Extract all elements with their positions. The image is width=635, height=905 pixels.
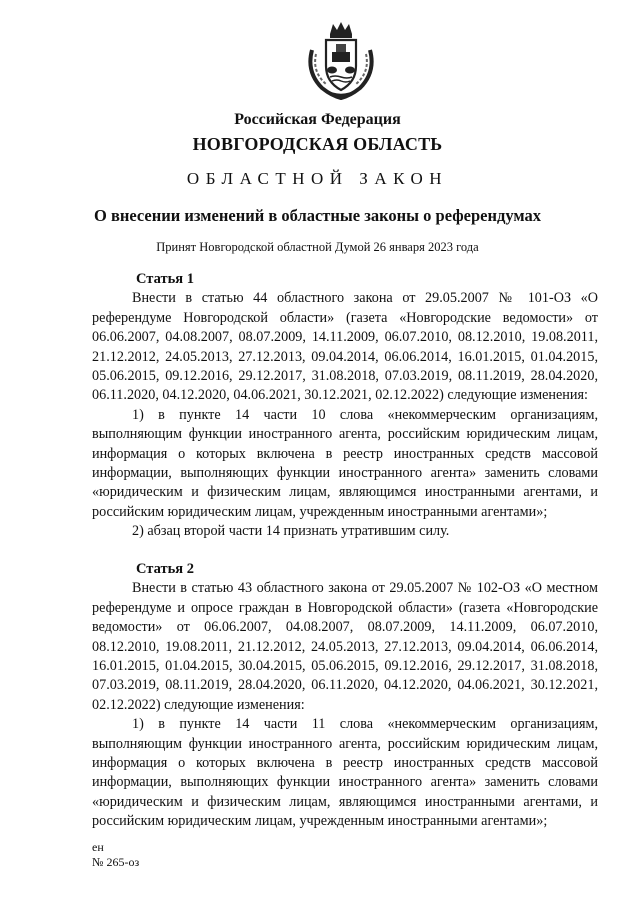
footer-info — [92, 840, 139, 870]
coat-of-arms-icon — [302, 20, 380, 100]
law-number: № 265-оз — [92, 855, 140, 869]
region-name: НОВГОРОДСКАЯ ОБЛАСТЬ — [192, 134, 443, 154]
footer-initials: ен — [92, 840, 104, 854]
article-1-item-1: 1) в пункте 14 части 10 слова «некоммерческим организациям, выполняющим функции иностранного агента, российским юридическим лицам, информация о которых включена в реестр иностранных средств массовой информации, выполняющих функции иностранного агента» заменить словами «юридическим и физическим лицам, являющимся иностранными агентами, и российским юридическим лицам, учрежденным иностранными агентами»; — [92, 406, 598, 520]
article-1-item-2: 2) абзац второй части 14 признать утратившим силу. — [132, 523, 450, 540]
document-type: ОБЛАСТНОЙ ЗАКОН — [186, 169, 449, 188]
adoption-note: Принят Новгородской областной Думой 26 января 2023 года — [156, 240, 479, 254]
article-2-heading: Статья 2 — [136, 561, 194, 577]
article-1-heading: Статья 1 — [136, 271, 194, 287]
article-2 — [92, 560, 598, 832]
article-1-intro: Внести в статью 44 областного закона от 29.05.2007 № 101-ОЗ «О референдуме Новгородской области» (газета «Новгородские ведомости» от 06.06.2007, 04.08.2007, 08.07.2009, 14.11.2009, 06.07.2010, 08.12.2010, 19.08.2011, 21.12.2012, 24.05.2013, 27.12.2013, 09.04.2014, 06.06.2014, 16.01.2015, 01.04.2015, 05.06.2015, 09.12.2016, 29.12.2017, 31.08.2018, 07.03.2019, 08.11.2019, 28.04.2020, 06.11.2020, 04.12.2020, 04.06.2021, 30.12.2021, 02.12.2022) следующие изменения: — [92, 290, 598, 404]
country-name: Российская Федерация — [234, 111, 401, 128]
law-title: О внесении изменений в областные законы о референдумах — [94, 206, 541, 225]
article-1 — [92, 270, 598, 542]
article-2-intro: Внести в статью 43 областного закона от 29.05.2007 № 102-ОЗ «О местном референдуме и опросе граждан в Новгородской области» (газета «Новгородские ведомости» от 06.06.2007, 04.08.2007, 08.07.2009, 14.11.2009, 06.07.2010, 08.12.2010, 19.08.2011, 21.12.2012, 24.05.2013, 27.12.2013, 09.04.2014, 06.06.2014, 16.01.2015, 01.04.2015, 30.04.2015, 05.06.2015, 09.12.2016, 29.12.2017, 31.08.2018, 07.03.2019, 08.11.2019, 28.04.2020, 06.11.2020, 04.12.2020, 04.06.2021, 30.12.2021, 02.12.2022) следующие изменения: — [92, 580, 598, 713]
article-2-item-1: 1) в пункте 14 части 11 слова «некоммерческим организациям, выполняющим функции иностранного агента, российским юридическим лицам, информация о которых включена в реестр иностранных средств массовой информации, выполняющих функции иностранного агента» заменить словами «юридическим и физическим лицам, являющимся иностранными агентами, и российским юридическим лицам, учрежденным иностранными агентами»; — [92, 716, 598, 830]
